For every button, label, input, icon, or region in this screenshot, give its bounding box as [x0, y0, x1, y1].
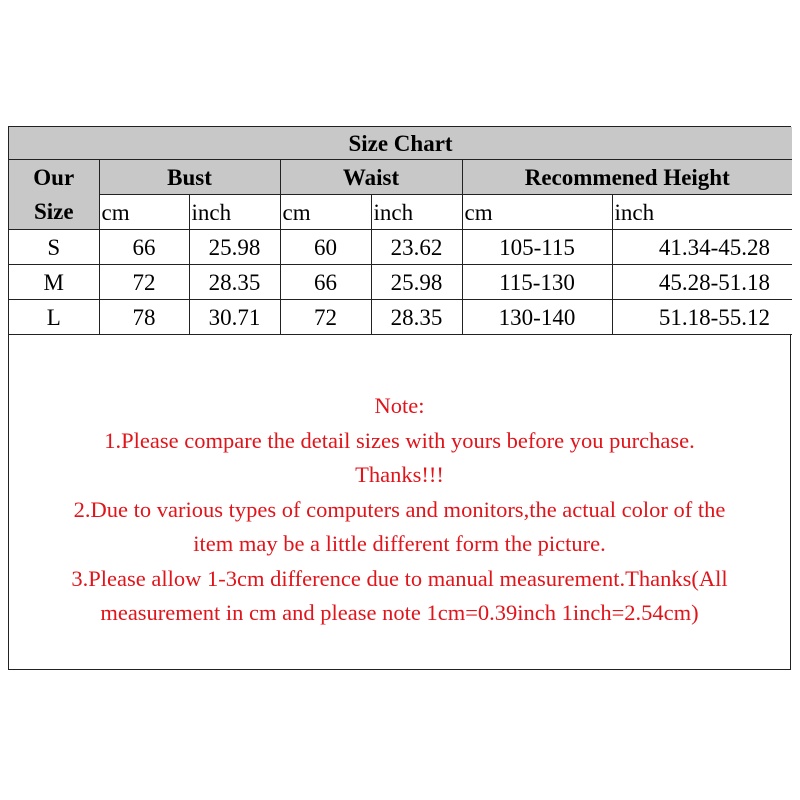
waist-cm-cell: 66 [280, 265, 371, 300]
note-heading: Note: [374, 393, 425, 418]
note-line: 3.Please allow 1-3cm difference due to manual measurement.Thanks(All [71, 565, 728, 591]
size-table [9, 127, 792, 335]
waist-inch-cell: 25.98 [371, 265, 462, 300]
note-line: measurement in cm and please note 1cm=0.39inch 1inch=2.54cm) [100, 600, 699, 625]
bust-inch-cell: 25.98 [189, 230, 280, 265]
header-row [9, 160, 792, 195]
height-cm-cell: 115-130 [462, 265, 612, 300]
bust-cm-cell: 72 [99, 265, 189, 300]
height-cm-unit: cm [462, 195, 612, 230]
table-row [9, 265, 792, 300]
height-inch-unit: inch [612, 195, 792, 230]
height-header: Recommened Height [462, 160, 792, 195]
waist-inch-cell: 28.35 [371, 300, 462, 335]
waist-inch-cell: 23.62 [371, 230, 462, 265]
height-cm-cell: 105-115 [462, 230, 612, 265]
height-inch-cell: 51.18-55.12 [612, 300, 792, 335]
note-line: item may be a little different form the picture. [193, 531, 606, 556]
note-line: 2.Due to various types of computers and monitors,the actual color of the [73, 496, 726, 522]
waist-inch-unit: inch [371, 195, 462, 230]
size-cell: M [9, 265, 99, 300]
bust-cm-unit: cm [99, 195, 189, 230]
size-cell: L [9, 300, 99, 335]
table-row [9, 300, 792, 335]
size-cell: S [9, 230, 99, 265]
unit-row [9, 195, 792, 230]
waist-cm-cell: 72 [280, 300, 371, 335]
waist-header: Waist [280, 160, 462, 195]
height-cm-cell: 130-140 [462, 300, 612, 335]
bust-cm-cell: 66 [99, 230, 189, 265]
bust-cm-cell: 78 [99, 300, 189, 335]
note-line: Thanks!!! [355, 462, 444, 487]
waist-cm-unit: cm [280, 195, 371, 230]
bust-header: Bust [99, 160, 280, 195]
bust-inch-cell: 30.71 [189, 300, 280, 335]
title-row [9, 127, 792, 160]
bust-inch-unit: inch [189, 195, 280, 230]
height-inch-cell: 41.34-45.28 [612, 230, 792, 265]
notes-block [9, 389, 790, 631]
size-chart-sheet [8, 126, 791, 670]
table-title: Size Chart [9, 127, 792, 160]
our-size-header [9, 160, 99, 230]
our-size-header-line2: Size [33, 198, 74, 224]
our-size-header-line1: Our [33, 165, 75, 191]
height-inch-cell: 45.28-51.18 [612, 265, 792, 300]
table-row [9, 230, 792, 265]
bust-inch-cell: 28.35 [189, 265, 280, 300]
note-line: 1.Please compare the detail sizes with yours before you purchase. [104, 427, 695, 453]
waist-cm-cell: 60 [280, 230, 371, 265]
